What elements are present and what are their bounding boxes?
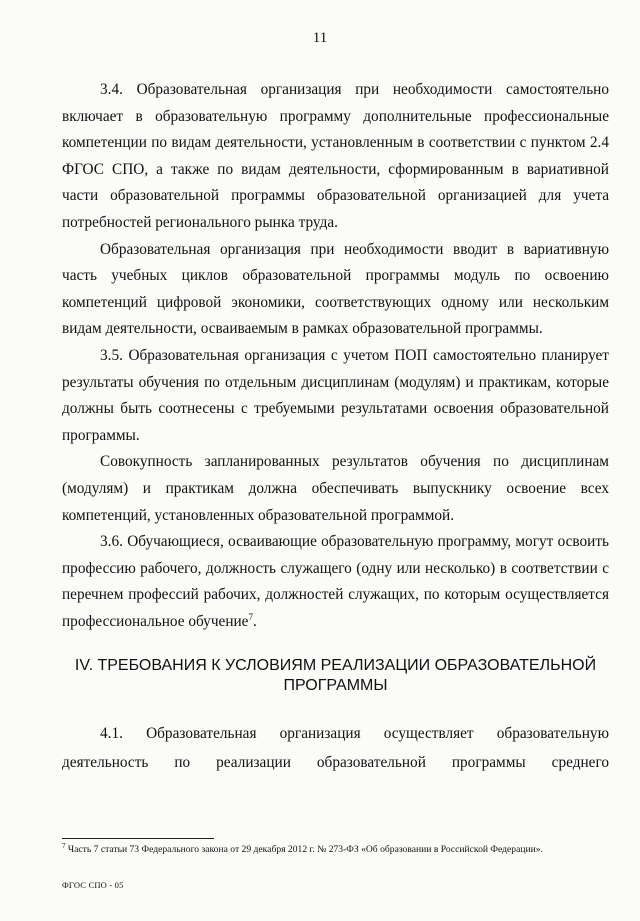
paragraph-digital-economy: Образовательная организация при необходимости вводит в вариативную часть учебных циклов образовательной программы модуль по освоению компетенций цифровой экономики, соответствующих одному или нескольким видам деятельности, осваиваемым в рамках образовательной программы.	[62, 240, 609, 338]
section-heading-line2: ПРОГРАММЫ	[283, 677, 388, 694]
footnote-divider	[62, 838, 214, 839]
paragraph-4-1: 4.1. Образовательная организация осуществляет образовательную деятельность по реализации образовательной программы среднего	[62, 725, 609, 771]
paragraph-3-6-text: 3.6. Обучающиеся, осваивающие образовательную программу, могут освоить профессию рабочего, должность служащего (одну или несколько) в соответствии с перечнем профессий рабочих, должностей служащих, по которым осуществляется профессиональное обучение	[62, 533, 609, 630]
paragraph-3-5: 3.5. Образовательная организация с учетом ПОП самостоятельно планирует результаты обучения по отдельным дисциплинам (модулям) и практикам, которые должны быть соотнесены с требуемыми результатами освоения образовательной программы.	[62, 346, 609, 444]
section-heading	[62, 656, 609, 696]
section-heading-line1: IV. ТРЕБОВАНИЯ К УСЛОВИЯМ РЕАЛИЗАЦИИ ОБРАЗОВАТЕЛЬНОЙ	[74, 657, 597, 674]
footnote	[62, 843, 622, 856]
footnote-number: 7	[62, 841, 66, 850]
footnote-reference: 7	[248, 611, 253, 622]
document-body	[62, 77, 609, 635]
page-number: 11	[312, 30, 328, 46]
paragraph-3-4: 3.4. Образовательная организация при необходимости самостоятельно включает в образовательную программу дополнительные профессиональные компетенции по видам деятельности, установленным в соответствии с пунктом 2.4 ФГОС СПО, а также по видам деятельности, сформированным в вариативной части образовательной программы образовательной организацией для учета потребностей регионального рынка труда.	[62, 81, 609, 231]
footnote-text: Часть 7 статьи 73 Федерального закона от 29 декабря 2012 г. № 273-ФЗ «Об образовании в Российской Федерации».	[67, 844, 543, 855]
paragraph-3-6: 3.6. Обучающиеся, осваивающие образовательную программу, могут освоить профессию рабочего, должность служащего (одну или несколько) в соответствии с перечнем профессий рабочих, должностей служащих, по которым осуществляется профессиональное обучение$^7$.	[62, 533, 609, 630]
document-code: ФГОС СПО - 05	[62, 880, 124, 890]
paragraph-learning-outcomes: Совокупность запланированных результатов обучения по дисциплинам (модулям) и практикам должна обеспечивать выпускнику освоение всех компетенций, установленных образовательной программой.	[62, 453, 609, 524]
